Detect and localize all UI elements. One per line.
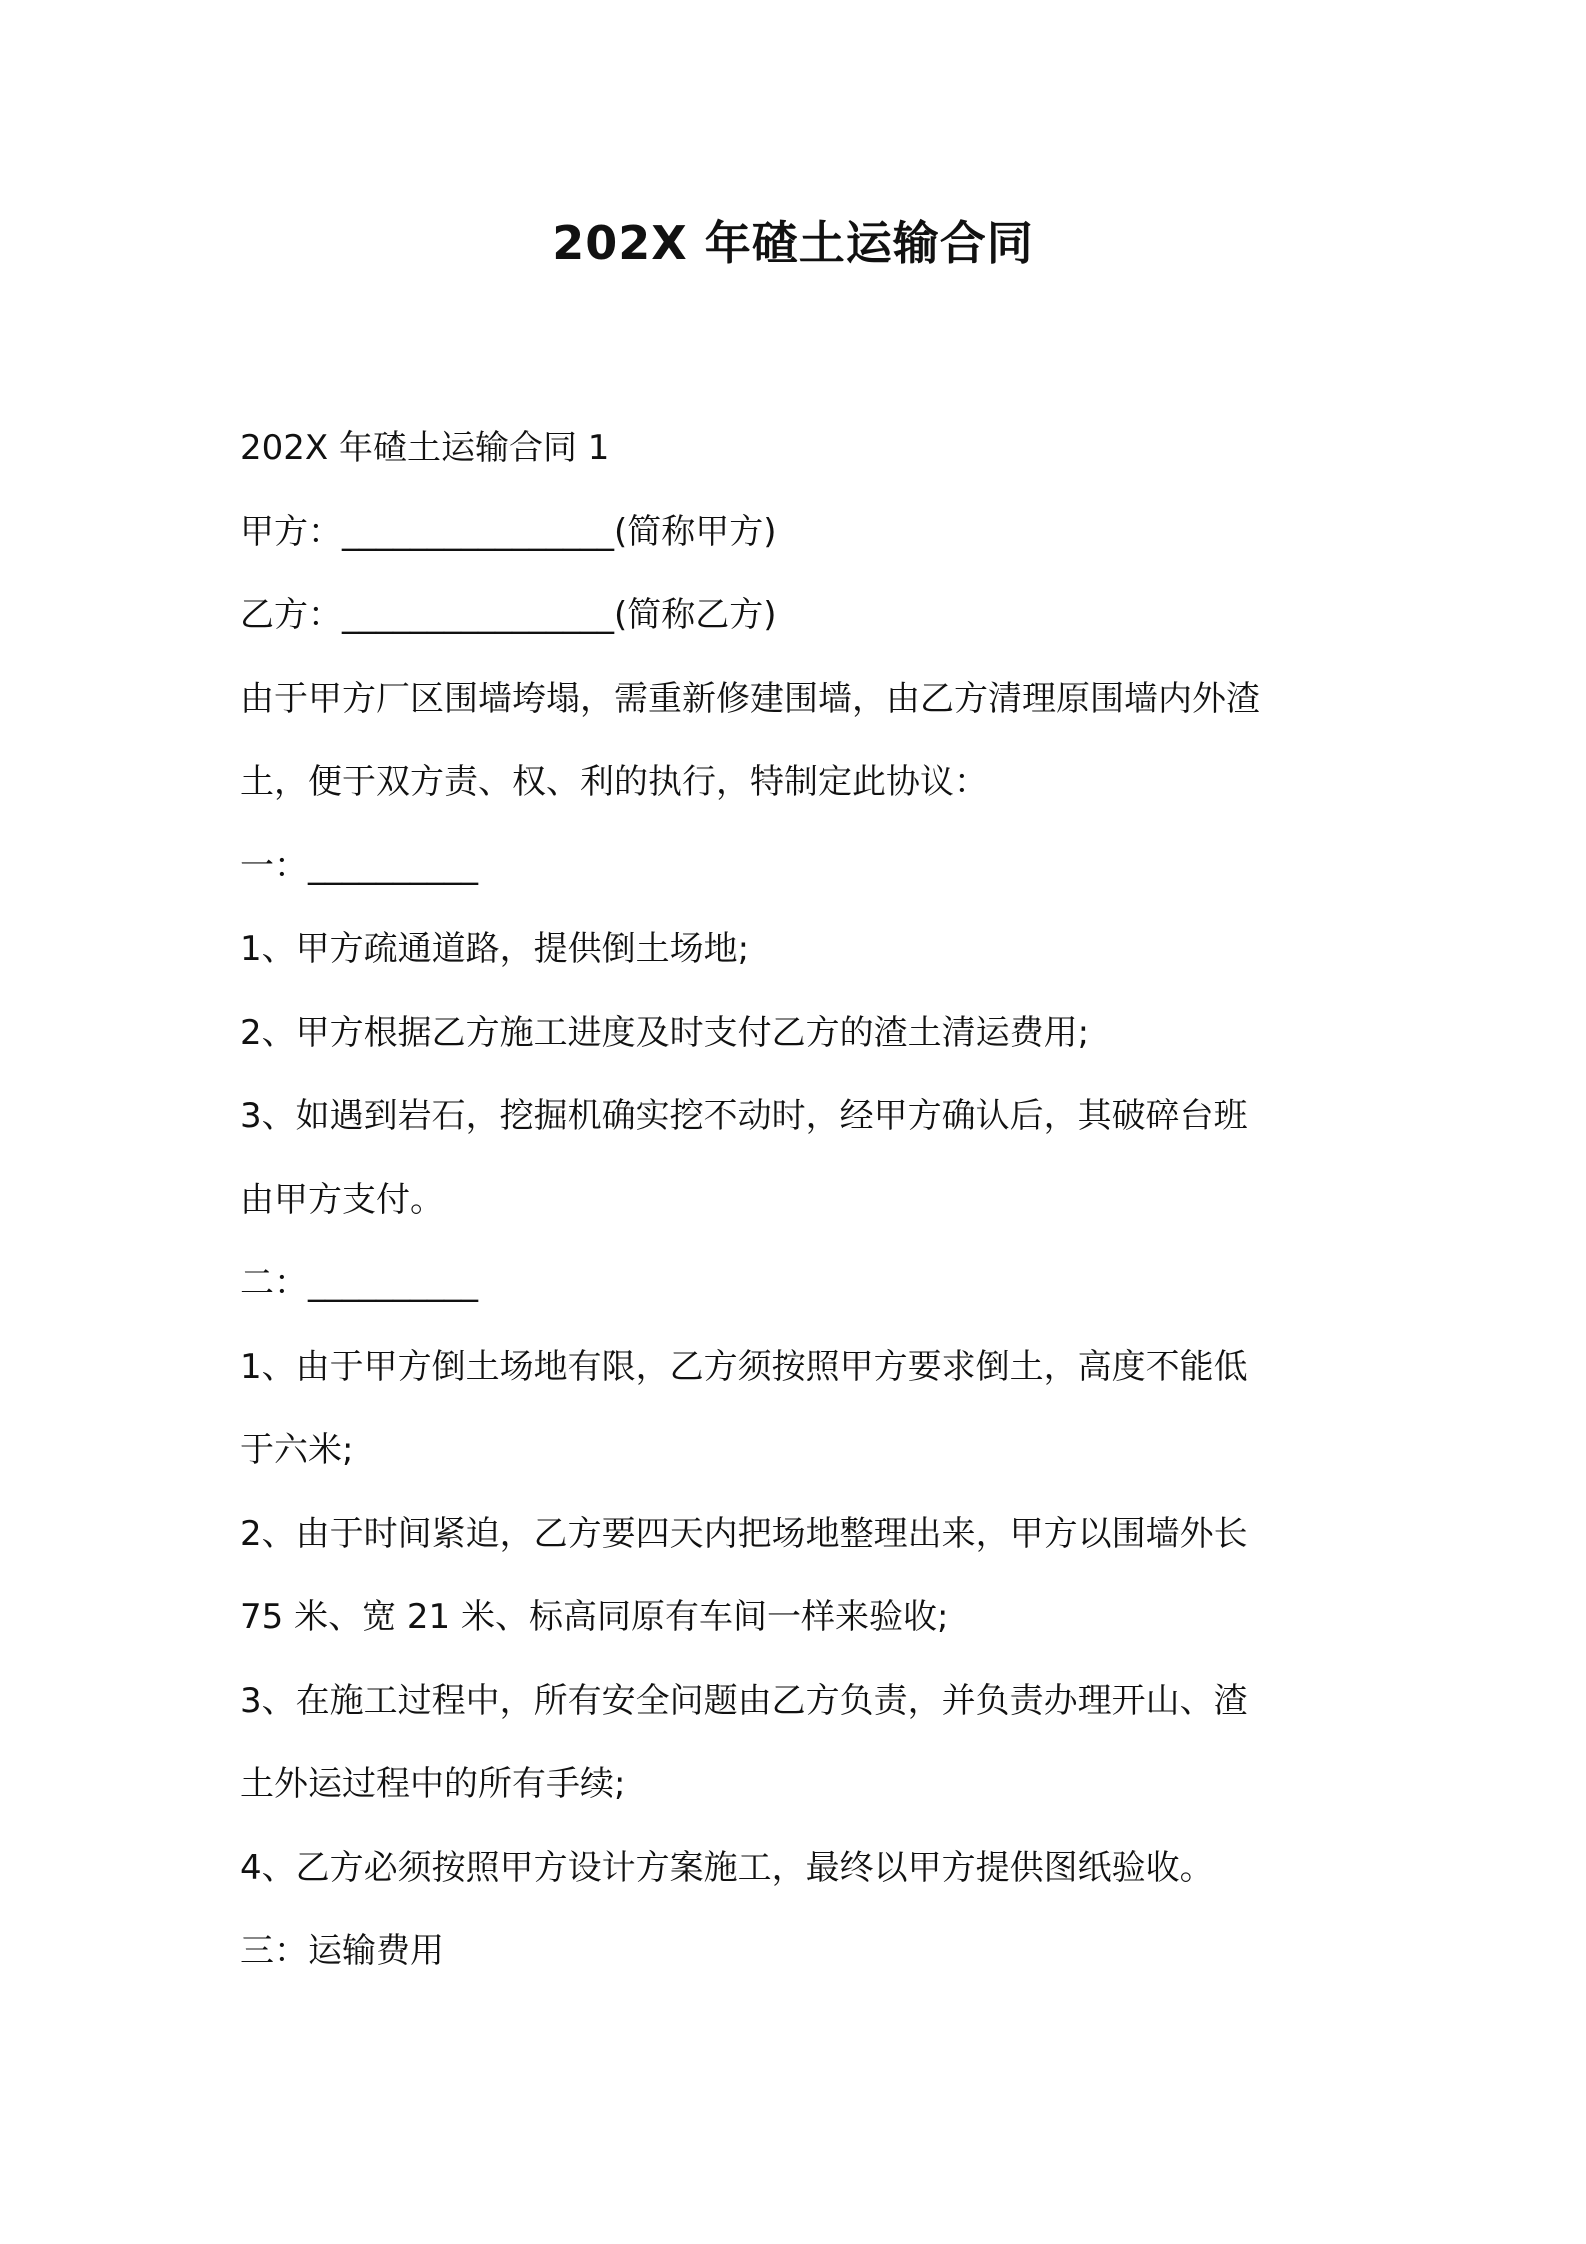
party-b-line: 乙方：________________(简称乙方) (240, 595, 777, 635)
section-heading: 三：运输费用 (240, 1931, 444, 1971)
preamble-line: 由于甲方厂区围墙垮塌，需重新修建围墙，由乙方清理原围墙内外渣 (240, 678, 1260, 719)
clause-line: 1、甲方疏通道路，提供倒土场地; (240, 929, 750, 969)
clause-line: 1、由于甲方倒土场地有限，乙方须按照甲方要求倒土，高度不能低 (240, 1346, 1248, 1387)
clause-line: 由甲方支付。 (240, 1179, 444, 1220)
section-heading: 一：__________ (240, 845, 478, 886)
preamble-line: 土，便于双方责、权、利的执行，特制定此协议： (240, 762, 988, 802)
clause-line: 2、由于时间紧迫，乙方要四天内把场地整理出来，甲方以围墙外长 (240, 1513, 1248, 1554)
document-title: 202X 年碴土运输合同 (552, 216, 1034, 270)
section-heading: 二：__________ (240, 1263, 478, 1303)
clause-line: 土外运过程中的所有手续; (240, 1764, 626, 1804)
document-body (240, 407, 1360, 1994)
subtitle-line: 202X 年碴土运输合同 1 (240, 428, 610, 468)
clause-line: 3、在施工过程中，所有安全问题由乙方负责，并负责办理开山、渣 (240, 1680, 1248, 1721)
clause-line: 4、乙方必须按照甲方设计方案施工，最终以甲方提供图纸验收。 (240, 1847, 1214, 1888)
party-a-line: 甲方：________________(简称甲方) (240, 511, 777, 552)
clause-line: 3、如遇到岩石，挖掘机确实挖不动时，经甲方确认后，其破碎台班 (240, 1096, 1248, 1136)
clause-line: 2、甲方根据乙方施工进度及时支付乙方的渣土清运费用; (240, 1012, 1090, 1053)
clause-line: 75 米、宽 21 米、标高同原有车间一样来验收; (240, 1597, 949, 1637)
clause-line: 于六米; (240, 1430, 354, 1470)
